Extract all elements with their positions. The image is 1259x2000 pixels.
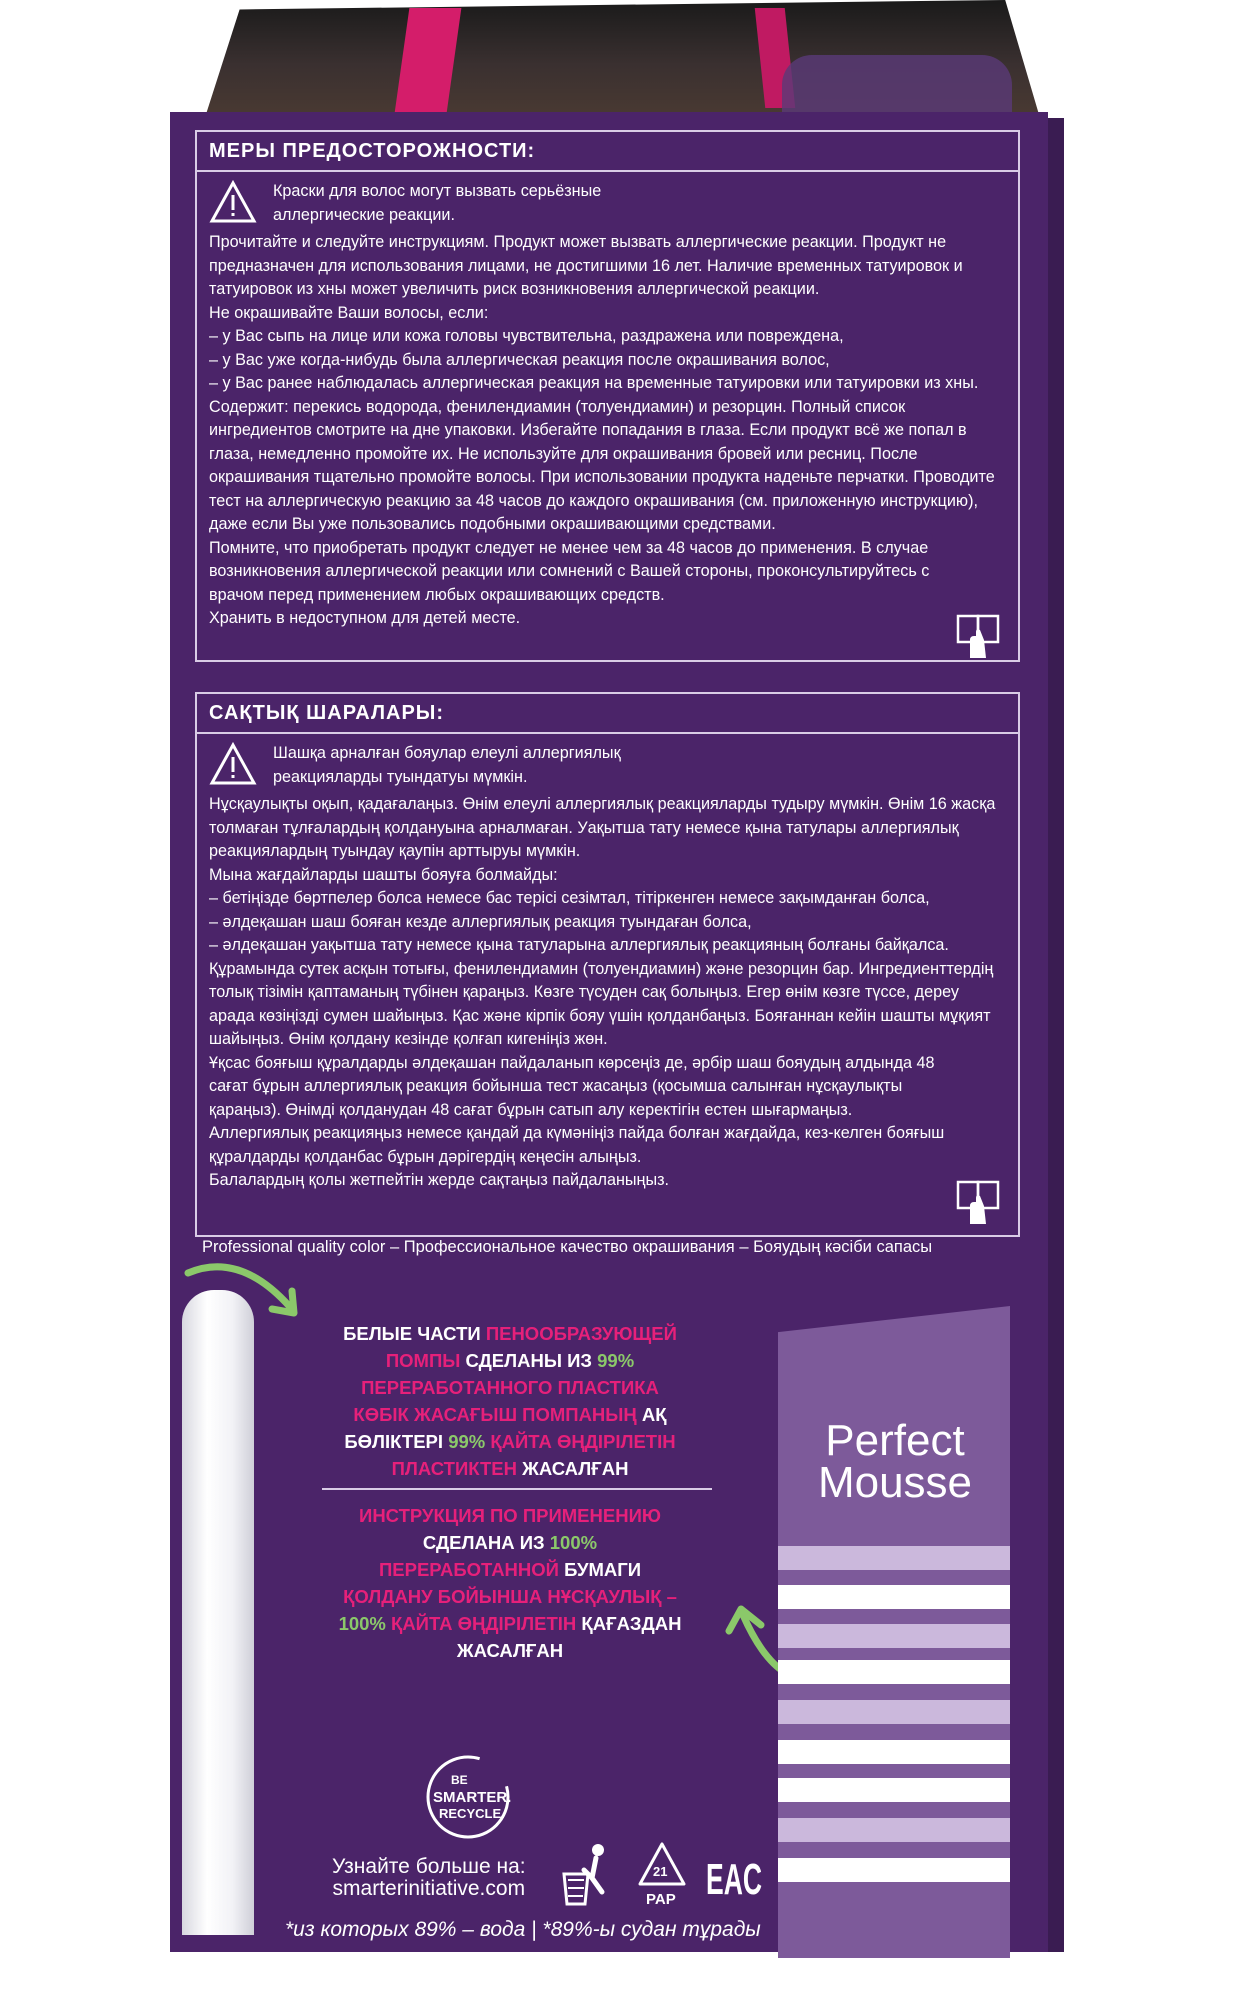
lid-badge xyxy=(782,55,1012,113)
eco-pump-l5a: БӨЛІКТЕРІ xyxy=(344,1431,449,1452)
para-ru-6: Содержит: перекись водорода, фенилендиамин (толуендиамин) и резорцин. Полный список ингредиентов смотрите на дне упаковки. Избегайте попадания в глаза. Если продукт всё же попал в глаза, немедленно промойте их. Не используйте для окрашивания бровей или ресниц. После окрашивания тщательно промойте волосы. При использовании продукта наденьте перчатки. Проводите тест на аллергическую реакцию за 48 часов до каждого окрашивания (см. приложенную инструкцию), даже если Вы уже пользовались подобными окрашивающими средствами. xyxy=(209,397,995,533)
eco-pump-l5b: 99% xyxy=(448,1431,486,1452)
eco-paper-l6: ЖАСАЛҒАН xyxy=(456,1640,564,1661)
eco-paper-l5b: ҚАЙТА ӨҢДІРІЛЕТІН xyxy=(385,1613,577,1634)
para-ru-1: Прочитайте и следуйте инструкциям. Продукт может вызвать аллергические реакции. Продукт не предназначен для использования лицами, не достигшими 16 лет. Наличие временных татуировок и татуировок из хны может увеличить риск возникновения аллергической реакции. xyxy=(209,233,963,298)
para-kz-6: Құрамында сутек асқын тотығы, фенилендиамин (толуендиамин) және резорцин бар. Ингредиенттердің толық тізімін қаптаманың түбінен қараңыз. Көзге түсуден сақ болыңыз. Егер өнім көзге түссе, дереу арада көзіңізді сумен шайыңыз. Қас және кірпік бояу үшін қолданбаңыз. Бояғаннан кейін шашты мұқият шайыңыз. Өнім қолдану кезінде қолғап кигеніңіз жөн. xyxy=(209,959,994,1048)
eco-pump-l1a: БЕЛЫЕ ЧАСТИ xyxy=(343,1323,486,1344)
eco-paper-l5a: 100% xyxy=(338,1613,386,1634)
recycle-arrow-icon xyxy=(632,1840,692,1910)
warning-block-kz xyxy=(195,692,1020,1237)
brand-line-1: Perfect xyxy=(825,1416,965,1465)
para-ru-7: Помните, что приобретать продукт следует не менее чем за 48 часов до применения. В случае возникновения аллергической реакции или сомнений с Вашей стороны, проконсультируйтесь с врачом перед применением любых окрашивающих средств. xyxy=(209,538,930,604)
eco-paper-text xyxy=(320,1502,700,1664)
para-ru-2: Не окрашивайте Ваши волосы, если: xyxy=(209,303,489,322)
recycle-logo-l3: RECYCLE. xyxy=(439,1806,505,1821)
eco-pump-l4b: АҚ xyxy=(636,1404,667,1425)
pump-tube-image xyxy=(182,1290,254,1935)
eco-pump-l2b: СДЕЛАНЫ ИЗ xyxy=(460,1350,598,1371)
panel-stripe xyxy=(778,1778,1010,1802)
eco-pump-l4a: КӨБІК ЖАСАҒЫШ ПОМПАНЫҢ xyxy=(353,1404,637,1425)
panel-stripe xyxy=(778,1700,1010,1724)
para-kz-7: Ұқсас бояғыш құралдарды әлдеқашан пайдаланып көрсеңіз де, әрбір шаш бояудың алдында 48 сағат бұрын аллергиялық реакция бойынша тест жасаңыз (қосымша салынған нұсқаулықты қараңыз). Өнімді қолданудан 48 сағат бұрын сатып алу керектігін естен шығармаңыз. Аллергиялық реакцияңыз немесе қандай да күмәніңіз пайда болған жағдайда, кез-келген бояғыш құралдарды қолданбас бұрын дәрігердің кеңесін алыңыз. xyxy=(209,1053,945,1166)
panel-stripe xyxy=(778,1740,1010,1764)
eco-paper-l5c: ҚАҒАЗДАН xyxy=(576,1613,682,1634)
para-kz-3: – бетіңізде бөртпелер болса немесе бас терісі сезімтал, тітіркенген немесе зақымданған болса, xyxy=(209,889,930,907)
recycle-logo-l1: BE xyxy=(451,1773,468,1787)
recycle-logo-l2: SMARTER. xyxy=(433,1789,512,1806)
eco-divider xyxy=(322,1488,712,1490)
hand-booklet-icon xyxy=(954,1176,1004,1226)
eco-pump-l3: ПЕРЕРАБОТАННОГО ПЛАСТИКА xyxy=(361,1377,659,1398)
eco-pump-l2c: 99% xyxy=(597,1350,635,1371)
box-edge xyxy=(1048,118,1064,1952)
warning-triangle-icon xyxy=(209,742,257,786)
eco-pump-l5c: ҚАЙТА ӨҢДІРІЛЕТІН xyxy=(485,1431,676,1452)
be-smarter-recycle-logo xyxy=(413,1752,523,1842)
eco-paper-l3a: ПЕРЕРАБОТАННОЙ xyxy=(378,1559,559,1580)
eco-pump-l1b: ПЕНООБРАЗУЮЩЕЙ xyxy=(485,1323,677,1344)
warning-title-kz: САҚТЫҚ ШАРАЛАРЫ: xyxy=(197,694,1018,734)
eac-text: EAC xyxy=(706,1855,762,1904)
eac-mark-icon xyxy=(706,1846,762,1904)
curved-arrow-icon xyxy=(180,1255,310,1335)
learn-more-l1: Узнайте больше на: xyxy=(332,1855,526,1878)
panel-stripe xyxy=(778,1858,1010,1882)
brand-line-2: Mousse xyxy=(817,1458,973,1507)
panel-stripe xyxy=(778,1546,1010,1570)
eco-paper-l4: ҚОЛДАНУ БОЙЫНША НҰСҚАУЛЫҚ – xyxy=(343,1586,677,1607)
para-ru-3: – у Вас сыпь на лице или кожа головы чувствительна, раздражена или повреждена, xyxy=(209,327,844,345)
eco-pump-text xyxy=(320,1320,700,1482)
hand-booklet-icon xyxy=(954,610,1004,660)
panel-stripe xyxy=(778,1585,1010,1609)
eco-pump-l6b: ЖАСАЛҒАН xyxy=(517,1458,629,1479)
brand-logo xyxy=(780,1416,1010,1507)
eco-paper-l1: ИНСТРУКЦИЯ ПО ПРИМЕНЕНИЮ xyxy=(359,1505,661,1526)
pap-number: 21 xyxy=(653,1864,668,1879)
panel-stripe xyxy=(778,1818,1010,1842)
pap-label: PAP xyxy=(646,1891,676,1908)
learn-more-text xyxy=(332,1856,526,1900)
warning-title-ru: МЕРЫ ПРЕДОСТОРОЖНОСТИ: xyxy=(197,132,1018,172)
para-kz-5: – әлдеқашан уақытша тату немесе қына татуларына аллергиялық реакцияның болғаны байқалса. xyxy=(209,936,949,954)
eco-pump-l6a: ПЛАСТИКТЕН xyxy=(391,1458,517,1479)
eco-paper-l2b: 100% xyxy=(549,1532,598,1553)
eco-paper-l3b: БУМАГИ xyxy=(558,1559,642,1580)
para-kz-1: Нұсқаулықты оқып, қадағалаңыз. Өнім елеулі аллергиялық реакцияларды тудыру мүмкін. Өнім 16 жасқа толмаған тұлғалардың қолдануына арналмаған. Уақытша тату немесе қына татулары аллергиялық реакциялардың туындау қаупін арттыруы мүмкін. xyxy=(209,795,996,860)
alert-text-ru: Краски для волос могут вызвать серьёзные аллергические реакции. xyxy=(273,182,602,224)
footnote: *из которых 89% – вода | *89%-ы судан тұрады xyxy=(285,1918,761,1941)
warning-block-ru xyxy=(195,130,1020,662)
eco-paper-l2a: СДЕЛАНА ИЗ xyxy=(422,1532,550,1553)
alert-text-kz: Шашқа арналған бояулар елеулі аллергиялық реакцияларды туындатуы мүмкін. xyxy=(273,744,621,786)
warning-triangle-icon xyxy=(209,180,257,224)
tidyman-bin-icon xyxy=(558,1840,616,1910)
para-kz-2: Мына жағдайларды шашты бояуға болмайды: xyxy=(209,865,558,884)
para-kz-8: Балалардың қолы жетпейтін жерде сақтаңыз пайдаланыңыз. xyxy=(209,1171,670,1189)
para-ru-4: – у Вас уже когда-нибудь была аллергическая реакция после окрашивания волос, xyxy=(209,350,830,369)
panel-stripe xyxy=(778,1624,1010,1648)
para-ru-5: – у Вас ранее наблюдалась аллергическая реакция на временные татуировки или татуировки из хны. xyxy=(209,374,979,392)
eco-pump-l2a: ПОМПЫ xyxy=(385,1350,461,1371)
learn-more-url: smarterinitiative.com xyxy=(332,1877,526,1900)
para-kz-4: – әлдеқашан шаш бояған кезде аллергиялық реакция туындаған болса, xyxy=(209,912,752,931)
para-ru-8: Хранить в недоступном для детей месте. xyxy=(209,609,521,627)
professional-quality-text: Professional quality color – Профессиональное качество окрашивания – Бояудың кәсіби сапасы xyxy=(202,1238,933,1256)
panel-stripe xyxy=(778,1660,1010,1684)
